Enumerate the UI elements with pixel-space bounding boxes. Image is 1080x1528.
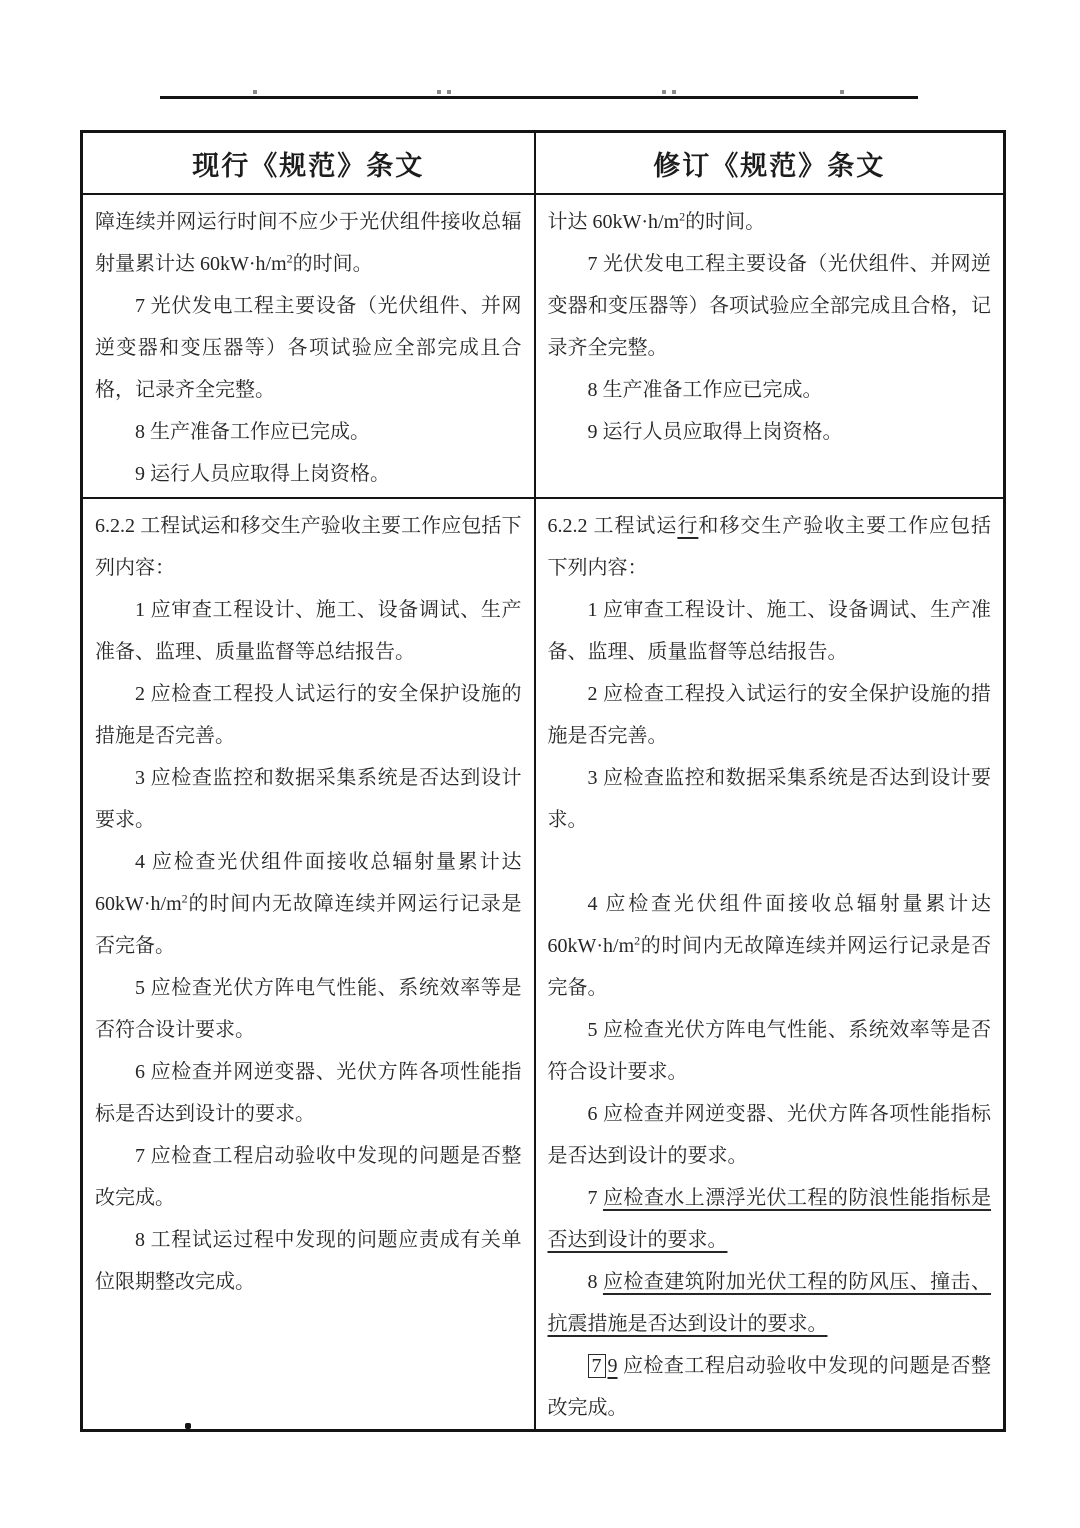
scan-speck [437, 90, 441, 94]
paragraph: 计达 $60kW\cdot h/m^2$的时间。 [547, 209, 766, 233]
comparison-table-body [82, 194, 1005, 1431]
page-header-rule [160, 96, 918, 99]
paragraph: 2 应检查工程投人试运行的安全保护设施的措施是否完善。 [95, 683, 522, 747]
paragraph: 6 应检查并网逆变器、光伏方阵各项性能指标是否达到设计的要求。 [547, 1103, 991, 1167]
header-current-clauses: 现行《规范》条文 [82, 132, 535, 195]
paragraph: 3 应检查监控和数据采集系统是否达到设计要求。 [95, 767, 522, 831]
table-header-row [82, 132, 1005, 195]
paragraph: 1 应审查工程设计、施工、设备调试、生产准备、监理、质量监督等总结报告。 [547, 599, 991, 663]
scan-speck [840, 90, 844, 94]
paragraph: 9 运行人员应取得上岗资格。 [587, 421, 843, 443]
paragraph: 1 应审查工程设计、施工、设备调试、生产准备、监理、质量监督等总结报告。 [95, 599, 522, 663]
paragraph: 2 应检查工程投入试运行的安全保护设施的措施是否完善。 [547, 683, 991, 747]
cell-right [535, 194, 1005, 498]
paragraph: 8 应检查建筑附加光伏工程的防风压、撞击、抗震措施是否达到设计的要求。 [547, 1271, 992, 1335]
paragraph: 5 应检查光伏方阵电气性能、系统效率等是否符合设计要求。 [547, 1019, 991, 1083]
paragraph: 5 应检查光伏方阵电气性能、系统效率等是否符合设计要求。 [95, 977, 522, 1041]
scan-speck [253, 90, 257, 94]
paragraph: 7 应检查工程启动验收中发现的问题是否整改完成。 [95, 1145, 522, 1209]
paragraph: 4 应检查光伏组件面接收总辐射量累计达 $60kW\cdot h/m^2$的时间内无故障连续并网运行记录是否完备。 [547, 893, 991, 999]
scan-speck [447, 90, 451, 94]
paragraph: 8 生产准备工作应已完成。 [135, 421, 370, 443]
scan-dot [185, 1423, 191, 1429]
paragraph: 8 工程试运过程中发现的问题应责成有关单位限期整改完成。 [95, 1229, 522, 1293]
cell-right [535, 498, 1005, 1431]
header-revised-clauses: 修订《规范》条文 [535, 132, 1005, 195]
cell-left [82, 498, 535, 1431]
table-row [82, 498, 1005, 1431]
paragraph: 6.2.2 工程试运和移交生产验收主要工作应包括下列内容： [95, 515, 522, 579]
paragraph: 7 光伏发电工程主要设备（光伏组件、并网逆变器和变压器等）各项试验应全部完成且合格，记录齐全完整。 [547, 253, 991, 359]
cell-left [82, 194, 535, 498]
paragraph: 8 生产准备工作应已完成。 [587, 379, 823, 401]
paragraph: 7 光伏发电工程主要设备（光伏组件、并网逆变器和变压器等）各项试验应全部完成且合格，记录齐全完整。 [95, 295, 522, 401]
paragraph: 6.2.2 工程试运行和移交生产验收主要工作应包括下列内容： [547, 515, 992, 579]
paragraph: 6 应检查并网逆变器、光伏方阵各项性能指标是否达到设计的要求。 [95, 1061, 522, 1125]
regulation-comparison-table [80, 130, 1006, 1432]
paragraph: 7 9 应检查工程启动验收中发现的问题是否整改完成。 [547, 1355, 991, 1419]
paragraph: 障连续并网运行时间不应少于光伏组件接收总辐射量累计达 $60kW\cdot h/m^2$的时间。 [95, 211, 522, 275]
paragraph: 7 应检查水上漂浮光伏工程的防浪性能指标是否达到设计的要求。 [547, 1187, 992, 1251]
paragraph: 9 运行人员应取得上岗资格。 [135, 463, 390, 485]
scan-speck [672, 90, 676, 94]
paragraph: 4 应检查光伏组件面接收总辐射量累计达 $60kW\cdot h/m^2$的时间内无故障连续并网运行记录是否完备。 [95, 851, 522, 957]
paragraph: 3 应检查监控和数据采集系统是否达到设计要求。 [547, 767, 991, 831]
table-row [82, 194, 1005, 498]
scan-speck [662, 90, 666, 94]
